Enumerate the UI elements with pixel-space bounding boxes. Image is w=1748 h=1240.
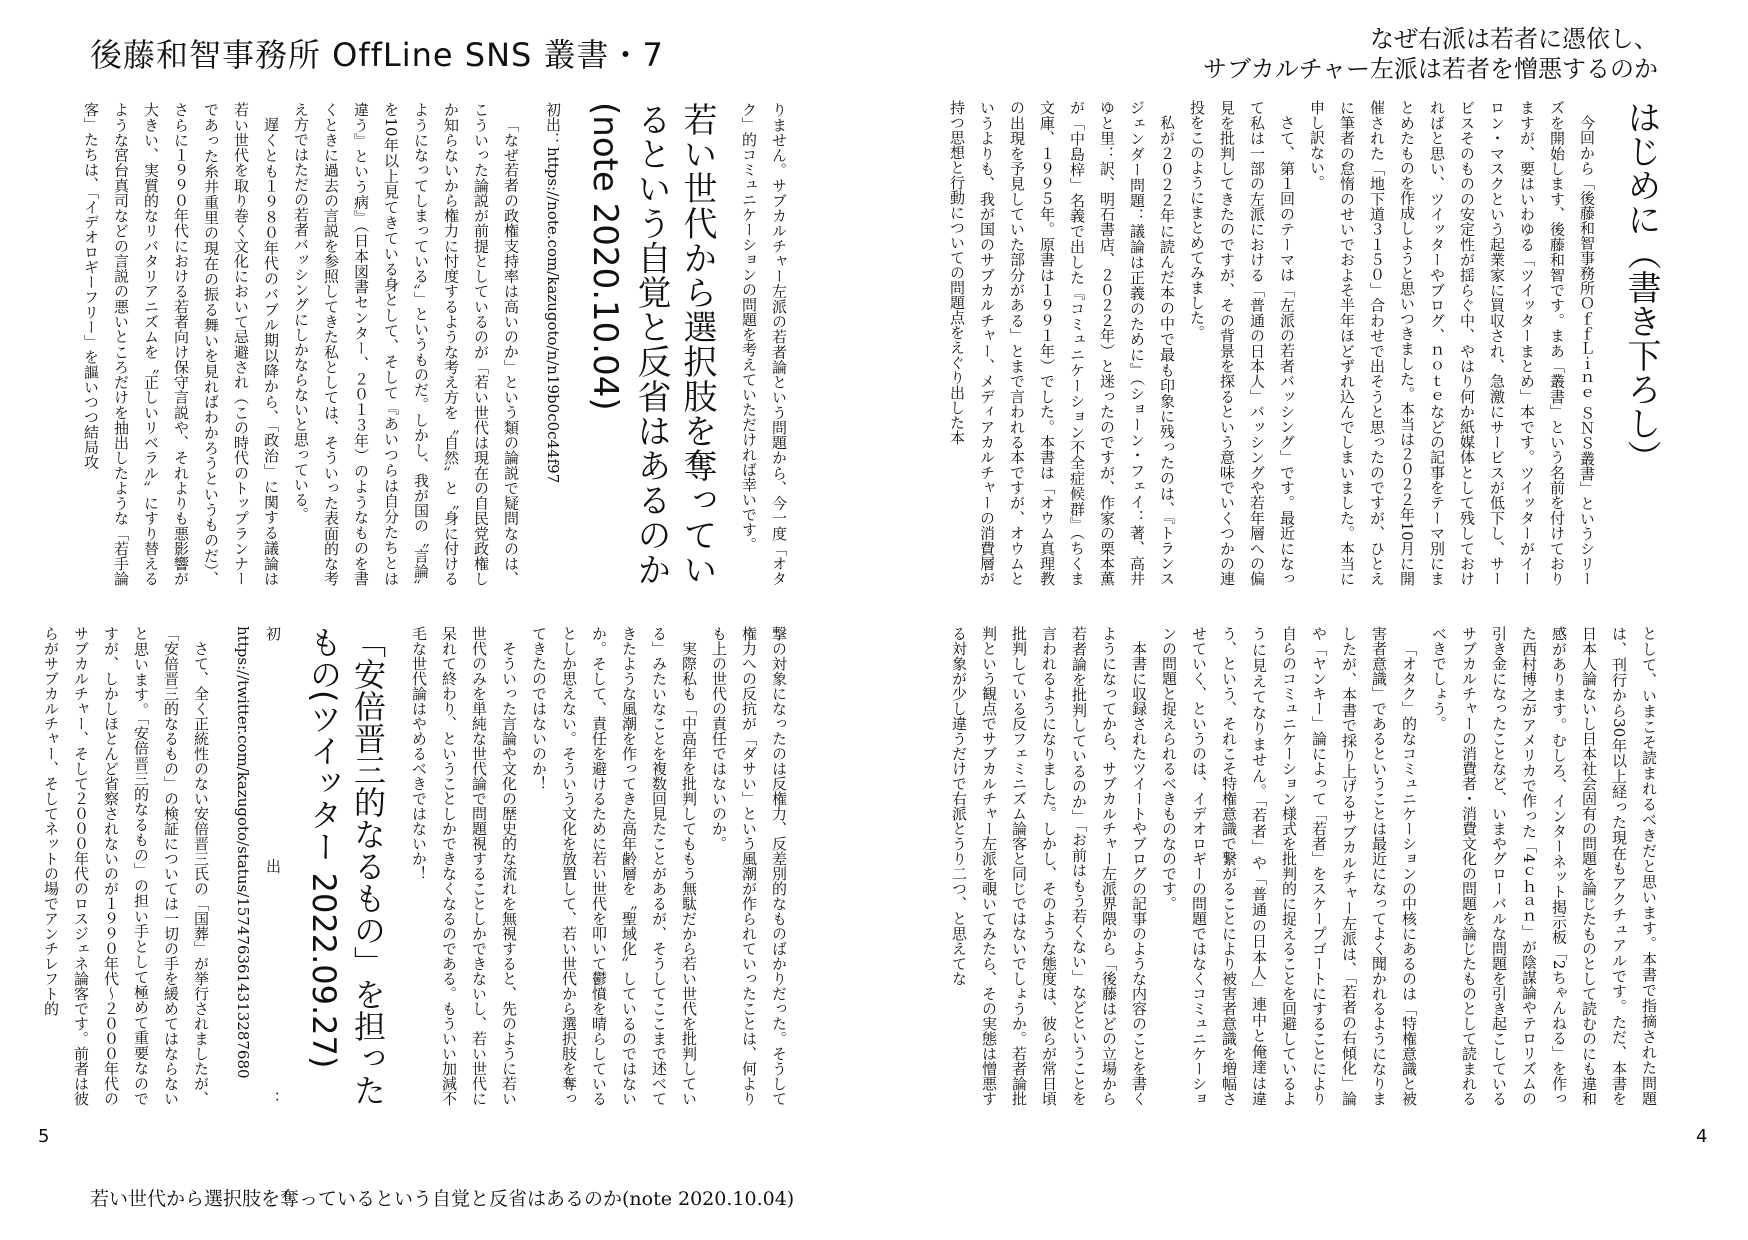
body-paragraph: そういった言論や文化の歴史的な流れを無視すると、先のように若い世代のみを単純な世代論で問題視することしかできないし、若い世代に呆れて終わり、ということしかできなくなるのである。もういい加減不毛な世代論はやめるべきではないか！ bbox=[410, 626, 518, 1106]
carry-over-paragraph: りません。サブカルチャー左派の若者論という問題から、今一度「オタク」的コミュニケーションの問題を考えていただければ幸いです。 bbox=[740, 102, 788, 586]
body-paragraph: さて、全く正統性のない安倍晋三氏の「国葬」が挙行されましたが、「安倍晋三的なるもの」の検証については一切の手を緩めてはならないと思います。「安倍晋三的なるもの」の担い手として極めて重要なのですが、しかしほとんど省察されないのが１９９０年代～２０００年代のサブカルチャー、そして２０００年代のロスジェネ論客です。前者は彼らがサブカルチャー、そしてネットの場でアンチレフト的 bbox=[42, 626, 210, 1106]
page-number-left: 5 bbox=[38, 1126, 50, 1147]
right-page bbox=[874, 0, 1748, 1240]
body-paragraph: として、いまこそ読まれるべきだと思います。本書で指摘された問題は、刊行から30年以上経った現在もアクチュアルです。ただ、本書を日本人論ないし日本社会固有の問題を論じたものとして読むのにも違和感があります。むしろ、インターネット掲示板「2ちゃんねる」を作った西村博之がアメリカで作った「4ｃｈａｎ」が陰謀論やテロリズムの引き金になったことなど、いまやグローバルな問題を引き起こしているサブカルチャーの消費者・消費文化の問題を論じたものとして読まれるべきでしょう。 bbox=[1430, 626, 1658, 1106]
right-bottom-column-block bbox=[950, 626, 1664, 1106]
running-footer: 若い世代から選択肢を奪っているという自覚と反省はあるのか(note 2020.10.04) bbox=[90, 1188, 795, 1210]
series-title: 後藤和智事務所 OffLine SNS 叢書・7 bbox=[90, 36, 664, 74]
section-heading-intro: はじめに（書き下ろし） bbox=[1621, 100, 1661, 474]
body-paragraph: 今回から「後藤和智事務所ＯｆｆＬｉｎｅ ＳＮＳ叢書」というシリーズを開始します、後藤和智です。まあ「叢書」という名前を付けておりますが、要はいわゆる「ツイッターまとめ」本です。ツイッターがイーロン・マスクという起業家に買収され、急激にサービスが低下し、サービスそのものの安定性が揺らぐ中、やはり何か紙媒体として残しておければと思い、ツイッターやブログ、ｎｏｔｅなどの記事をテーマ別にまとめたものを作成しようと思いつきました。本当は２０２２年10月に開催された「地下道３１５０」合わせで出そうと思ったのですが、ひとえに筆者の怠惰のせいでおよそ半年ほどずれ込んでしまいました。本当に申し訳ない。 bbox=[1308, 100, 1596, 586]
body-paragraph: 実際私も「中高年を批判してももう無駄だから若い世代を批判している」みたいなことを複数回見たことがあるが、そうしてここまで述べてきたような風潮を作ってきた高年齢層を〝聖域化〟しているのではないか。そして、責任を避けるために若い世代を叩いて鬱憤を晴らしているとしか思えない。そういう文化を放置して、若い世代から選択肢を奪ってきたのではないのか！ bbox=[530, 626, 698, 1106]
body-paragraph: 本書に収録されたツイートやブログの記事のような内容のことを書くようになってから、サブカルチャー左派界隈から「後藤はどの立場から若者論を批判しているのか」「お前はもう若くない」などということを言われるようになりました。しかし、そのような態度は、彼らが常日頃批判している反フェミニズム論客と同じではないでしょうか。若者論批判という観点でサブカルチャー左派を覗いてみたら、その実態は憎悪する対象が少し違うだけで右派とうり二つ、と思えてな bbox=[950, 626, 1148, 1106]
body-paragraph: 遅くとも１９８０年代のバブル期以降から、「政治」に関する議論は若い世代を取り巻く文化において忌避され（この時代のトップランナーであった糸井重里の現在の振る舞いを見ればわかろうというものだ）、さらに１９９０年代における若者向け保守言説や、それよりも悪影響が大きい、実質的なリバタリアニズムを〝正しいリベラル〟にすり替えるような宮台真司などの言説の悪いところだけを抽出したような「若手論客」たちは、「イデオロギーフリー」を謳いつつ結局攻 bbox=[82, 102, 280, 587]
section-heading-note: 若い世代から選択肢を奪っているという自覚と反省はあるのか(note 2020.10.04) bbox=[585, 102, 717, 586]
book-title-line-1: なぜ右派は若者に憑依し、 bbox=[1370, 25, 1658, 53]
right-top-column-block bbox=[948, 100, 1664, 587]
body-paragraph: 撃の対象になったのは反権力、反差別的なものばかりだった。そうして権力への反抗が「ダサい」という風潮が作られていったことは、何よりも上の世代の責任ではないのか。 bbox=[710, 626, 788, 1106]
body-paragraph: 私が２０２２年に読んだ本の中で最も印象に残ったのは、『トランスジェンダー問題：議論は正義のために』（ショーン・フェイ：著、高井ゆと里：訳、明石書店、２０２２年）と迷ったのですが、作家の栗本薫が「中島梓」名義で出した『コミュニケーション不全症候群』（ちくま文庫、１９９５年。原書は１９９１年）でした。本書は「オウム真理教の出現を予見していた部分がある」とまで言われる本ですが、オウムというよりも、我が国のサブカルチャー、メディアカルチャーの消費層が持つ思想と行動についての問題点をえぐり出した本 bbox=[948, 100, 1176, 586]
left-top-column-block bbox=[78, 102, 794, 586]
section-heading-twitter: 「安倍晋三的なるもの」を担ったもの(ツイッター 2022.09.27) bbox=[305, 626, 387, 1106]
body-paragraph: 「なぜ若者の政権支持率は高いのか」という類の論説で疑問なのは、こういった論説が前提としているのが「若い世代は現在の自民党政権しか知らないから権力に忖度するような考え方を〝自然〟と〝身に付けるようになってしまっている〟」というものだ。しかし、我が国の〝言論〟を10年以上見てきている身として、そして『あいつらは自分たちとは違う』という病』（日本図書センター、２０１３年）のようなものを書くときに過去の言説を参照してきた私としては、そういった表面的な考え方ではただの若者バッシングにしかならないと思っている。 bbox=[292, 102, 520, 586]
page-number-right: 4 bbox=[1696, 1126, 1708, 1147]
body-paragraph: さて、第１回のテーマは「左派の若者バッシング」です。最近になって私は一部の左派における「普通の日本人」バッシングや若年層への偏見を批判してきたのですが、その背景を探るという意味でいくつかの連投をこのようにまとめてみました。 bbox=[1188, 100, 1296, 587]
book-title-line-2: サブカルチャー左派は若者を憎悪するのか bbox=[1202, 55, 1658, 83]
left-bottom-column-block bbox=[42, 626, 794, 1106]
body-paragraph: 「オタク」的なコミュニケーションの中核にあるのは「特権意識と被害者意識」であるということは最近になってよく聞かれるようになりましたが、本書で採り上げるサブカルチャー左派は、「若者の右傾化」論や「ヤンキー」論によって「若者」をスケープゴートにすることにより自らのコミュニケーション様式を批判的に捉えることを回避しているように見えてなりません。「若者」や「普通の日本人」連中と俺達は違う、という、それこそ特権意識で繋がることにより被害者意識を増幅させていく、というのは、イデオロギーの問題ではなくコミュニケーションの問題と捉えられるべきものなのです。 bbox=[1160, 626, 1418, 1106]
source-note-url: 初出：https://note.com/kazugoto/n/n19b0c0c44f97 bbox=[544, 102, 562, 484]
source-twitter-url: 初出：https://twitter.com/kazugoto/status/1574763614313287680 bbox=[234, 626, 282, 1106]
book-title bbox=[1203, 24, 1658, 84]
